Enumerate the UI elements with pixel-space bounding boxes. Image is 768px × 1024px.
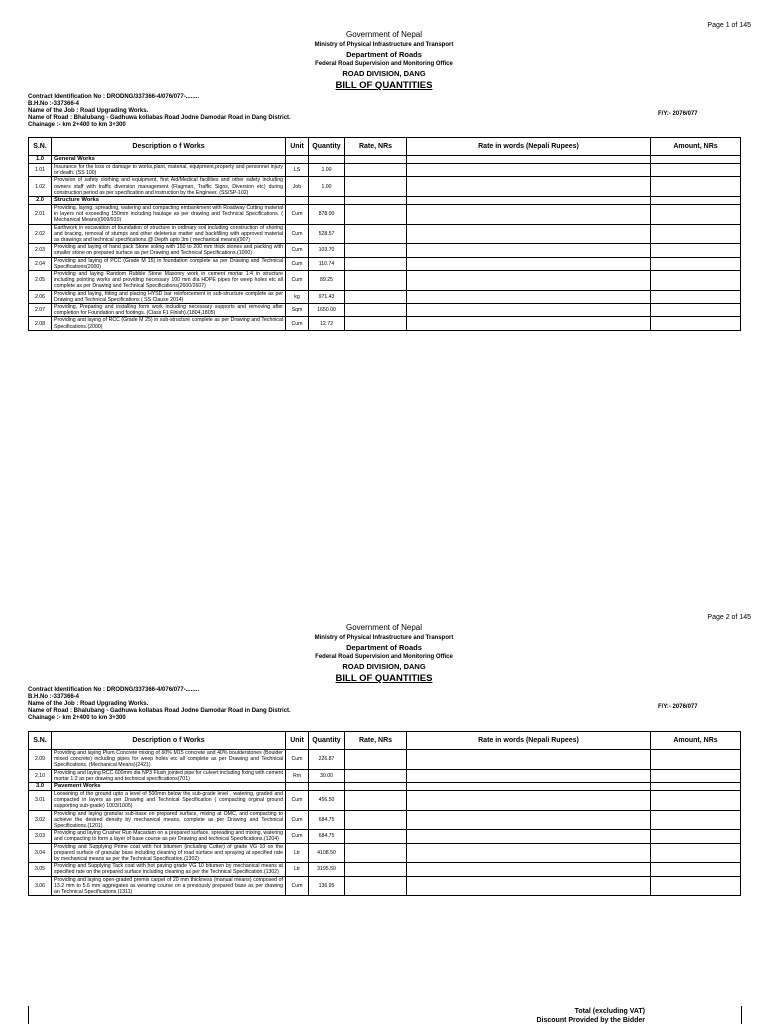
department-title: Department of Roads — [346, 50, 422, 59]
chainage: Chainage :- km 2+400 to km 3+300 — [28, 122, 126, 128]
item-quantity: 971.43 — [309, 290, 345, 303]
col-quantity: Quantity — [309, 732, 345, 750]
item-quantity: 1.00 — [309, 164, 345, 177]
item-amount — [651, 769, 741, 782]
item-unit: Sqm — [286, 304, 309, 317]
ministry-title: Ministry of Physical Infrastructure and Transport — [314, 42, 454, 48]
department-title: Department of Roads — [346, 643, 422, 652]
item-number: 3.04 — [29, 843, 52, 863]
item-rate — [345, 769, 407, 782]
item-description: Providing and Supplying Prime coat with hot bitumen (including Cutter) of grade VG 10 on the prepared surface of granular base including cleaning of road surface and spraying at specified rate by mechanical means as per the Technical Specification.(1302) — [52, 843, 286, 863]
col-rate-words: Rate in words (Nepali Rupees) — [407, 732, 651, 750]
item-rate — [345, 843, 407, 863]
item-quantity: 3195.50 — [309, 863, 345, 876]
item-number: 3.0 — [29, 783, 52, 791]
item-rate-words — [407, 876, 651, 896]
office-title: Federal Road Supervision and Monitoring Office — [315, 61, 453, 67]
item-number: 2.04 — [29, 257, 52, 270]
item-quantity: 110.74 — [309, 257, 345, 270]
item-quantity: 103.70 — [309, 244, 345, 257]
discount-label: Discount Provided by the Bidder — [536, 1017, 645, 1024]
item-amount — [651, 791, 741, 811]
item-quantity: 1650.00 — [309, 304, 345, 317]
item-amount — [651, 810, 741, 830]
item-rate-words — [407, 783, 651, 791]
item-number: 2.07 — [29, 304, 52, 317]
page-number: Page 1 of 145 — [707, 22, 751, 29]
item-number: 1.01 — [29, 164, 52, 177]
item-rate-words — [407, 843, 651, 863]
contract-id: Contract Identification No : DRODNG/337366-4/076/077-........ — [28, 94, 200, 100]
item-unit — [286, 783, 309, 791]
item-description: Providing and Supplying Tack coat with hot paving grade VG 10 bitumen by mechanical means at specified rate on the prepared surface including cleaning as per the Technical Specification.(1302) — [52, 863, 286, 876]
item-quantity: 12.72 — [309, 317, 345, 330]
item-quantity: 89.25 — [309, 271, 345, 291]
item-description: Providing and laying of hand pack Stone soling with 150 to 200 mm thick stones and packing with smaller stone on prepared surface as per Drawing and Technical Specifications.(1000) — [52, 244, 286, 257]
boq-title: BILL OF QUANTITIES — [335, 673, 433, 684]
contract-info — [28, 687, 291, 722]
item-number: 2.01 — [29, 205, 52, 225]
road-name: Name of Road : Bhalubang - Gadhuwa kollabas Road Jodne Damodar Road in Dang District. — [28, 115, 291, 121]
item-rate — [345, 863, 407, 876]
item-unit: Cum — [286, 750, 309, 770]
col-sn: S.N. — [29, 732, 52, 750]
item-unit: Cum — [286, 810, 309, 830]
item-unit: kg — [286, 290, 309, 303]
item-unit: Ltr — [286, 843, 309, 863]
table-row — [29, 863, 741, 876]
item-number: 2.08 — [29, 317, 52, 330]
item-quantity: 684.75 — [309, 810, 345, 830]
item-description: Providing, Preparing and installing form work including necessary supports and removing after completion for Foundation and footings. (Class F1 Finish).(1804,1805) — [52, 304, 286, 317]
item-description: Pavement Works — [52, 783, 286, 791]
item-rate-words — [407, 750, 651, 770]
item-rate — [345, 791, 407, 811]
item-rate — [345, 783, 407, 791]
table-row — [29, 830, 741, 843]
item-unit: Rm — [286, 769, 309, 782]
item-description: Providing and laying RCC 600mm dia NP3 Flush jointed pipe for culvert including fixing with cement mortar 1:2 as per drawing and technical specifications(701) — [52, 769, 286, 782]
item-description: Structure Works — [52, 197, 286, 205]
table-body — [29, 750, 741, 896]
item-rate — [345, 810, 407, 830]
job-name: Name of the Job : Road Upgrading Works. — [28, 701, 149, 707]
col-rate: Rate, NRs — [345, 732, 407, 750]
item-number: 3.02 — [29, 810, 52, 830]
item-rate-words — [407, 810, 651, 830]
fiscal-year: F/Y:- 2076/077 — [658, 111, 698, 117]
item-number: 2.0 — [29, 197, 52, 205]
table-row — [29, 791, 741, 811]
item-number: 3.05 — [29, 863, 52, 876]
item-unit: Cum — [286, 224, 309, 244]
boq-title: BILL OF QUANTITIES — [335, 80, 433, 91]
item-quantity: 30.00 — [309, 769, 345, 782]
bh-number: B.H.No :-337366-4 — [28, 101, 80, 107]
bh-number: B.H.No :-337366-4 — [28, 694, 80, 700]
item-unit: Job — [286, 177, 309, 197]
item-unit: Cum — [286, 830, 309, 843]
item-unit: Cum — [286, 876, 309, 896]
item-rate-words — [407, 830, 651, 843]
item-rate-words — [407, 769, 651, 782]
col-rate: Rate, NRs — [345, 138, 407, 156]
item-number: 2.06 — [29, 290, 52, 303]
contract-id: Contract Identification No : DRODNG/337366-4/076/077-........ — [28, 687, 200, 693]
item-rate — [345, 876, 407, 896]
item-quantity: 136.95 — [309, 876, 345, 896]
page-number: Page 2 of 145 — [707, 614, 751, 621]
item-rate-words — [407, 863, 651, 876]
item-amount — [651, 876, 741, 896]
item-amount — [651, 863, 741, 876]
item-description: Providing and laying of PCC (Grade M 15) in foundation complete as per Drawing and Technical Specifications(2000) — [52, 257, 286, 270]
chainage: Chainage :- km 2+400 to km 3+300 — [28, 715, 126, 721]
item-description: Providing and laying, fitting and placing HYSD bar reinforcement in sub-structure complete as per Drawing and Technical Specifications ( SS Clause 2014) — [52, 290, 286, 303]
item-description: Providing and laying granular sub-base on prepared surface, mixing at OMC, and compacting to achieve the desired density by mechanical means, complete as per Drawing and Technical Specifications.(1201) — [52, 810, 286, 830]
government-title: Government of Nepal — [345, 623, 423, 632]
item-number: 2.05 — [29, 271, 52, 291]
division-title: ROAD DIVISION, DANG — [342, 69, 426, 78]
col-unit: Unit — [286, 732, 309, 750]
government-title: Government of Nepal — [345, 30, 423, 39]
road-name: Name of Road : Bhalubang - Gadhuwa kollabas Road Jodne Damodar Road in Dang District. — [28, 708, 291, 714]
table-row — [29, 769, 741, 782]
item-quantity: 4108.50 — [309, 843, 345, 863]
job-name: Name of the Job : Road Upgrading Works. — [28, 108, 149, 114]
table-row — [29, 876, 741, 896]
item-unit: Cum — [286, 317, 309, 330]
item-amount — [651, 783, 741, 791]
item-description: Insurance for the loss or damage to works,plant, material, equipment,property and personnel injury or death. (SS 100) — [52, 164, 286, 177]
fiscal-year: F/Y:- 2076/077 — [658, 704, 698, 710]
col-amount: Amount, NRs — [651, 138, 741, 156]
item-description: Providing and laying Crusher Run Macadam on a prepared surface, spreading and mixing, watering and compacting to form a layer of base course as per Drawing and technical Specifications.(1204) — [52, 830, 286, 843]
item-quantity: 226.87 — [309, 750, 345, 770]
item-unit: Ltr — [286, 863, 309, 876]
item-quantity — [309, 783, 345, 791]
item-number: 1.0 — [29, 156, 52, 164]
item-unit: Cum — [286, 244, 309, 257]
item-unit: Cum — [286, 791, 309, 811]
boq-table-page-2 — [28, 731, 741, 896]
item-unit: Cum — [286, 271, 309, 291]
item-amount — [651, 830, 741, 843]
item-number: 2.03 — [29, 244, 52, 257]
item-number: 2.02 — [29, 224, 52, 244]
item-unit: LS — [286, 164, 309, 177]
item-description: Earthwork in excavation of foundation of structure in ordinary soil including construction of shoring and bracing, removal of stumps and other deleterius matter and backfilling with approved material as drawings and technical specifications.@ Depth upto 3m ( mechanical means)(907) — [52, 224, 286, 244]
col-sn: S.N. — [29, 138, 52, 156]
item-description: Providing, laying, spreading, watering and compacting embankment with Roadway Cutting material in layers not exceeding 150mm including haulage as per drawing and Technical Specifications. ( Mechanical Means)(909/910) — [52, 205, 286, 225]
item-quantity: 878.00 — [309, 205, 345, 225]
item-rate-words — [407, 791, 651, 811]
item-amount — [651, 843, 741, 863]
ministry-title: Ministry of Physical Infrastructure and Transport — [314, 635, 454, 641]
item-description: Loosening of the ground upto a level of 500mm below the sub-grade level , watering, graded and compacted in layers as per Drawing and Technical Specification ( compacting orginal ground supporting sub-grade) 1003/1005) — [52, 791, 286, 811]
col-description: Description o f Works — [52, 732, 286, 750]
item-description: Providing and laying Random Rubble Stone Masonry work in cement mortar 1:4 in structure including pointing works and providing necessary 100 mm dia HDPE pipes for weep holes etc all complete as per Drawing and Technical Specifications(2600/2607) — [52, 271, 286, 291]
division-title: ROAD DIVISION, DANG — [342, 662, 426, 671]
item-number: 2.10 — [29, 769, 52, 782]
item-quantity: 684.75 — [309, 830, 345, 843]
col-description: Description o f Works — [52, 138, 286, 156]
item-number: 3.03 — [29, 830, 52, 843]
item-unit: Cum — [286, 257, 309, 270]
col-amount: Amount, NRs — [651, 732, 741, 750]
item-unit: Cum — [286, 205, 309, 225]
table-header-row — [29, 732, 741, 750]
item-number: 2.09 — [29, 750, 52, 770]
col-quantity: Quantity — [309, 138, 345, 156]
item-description: Providing and laying Plum Concrete mixing of 60% M15 concrete and 40% boulderstones (Boulder mixed concrete) including pipes for weep holes etc all complete as per Drawing and Technical Specifications. (Mechanical Means)(2421) — [52, 750, 286, 770]
office-title: Federal Road Supervision and Monitoring Office — [315, 654, 453, 660]
item-quantity: 528.57 — [309, 224, 345, 244]
item-number: 3.06 — [29, 876, 52, 896]
item-description: Provision of safety clothing and equipment, first Aid/Medical facilities and other safety including owners staff with traffic diversion management (Flagman, Traffic Signs, Diversion etc) during construction period as per specification and instruction by the Engineer. (SS/SP-102) — [52, 177, 286, 197]
item-rate — [345, 830, 407, 843]
item-amount — [651, 750, 741, 770]
item-rate — [345, 750, 407, 770]
total-excluding-vat-label: Total (excluding VAT) — [574, 1008, 645, 1015]
item-description: Providing and laying open-graded premix carpet of 20 mm thickness (manual means) composed of 13.2 mm to 5.6 mm aggregates as wearing course on a previously prepared base as per drawing an Technical Specifications.(1311) — [52, 876, 286, 896]
item-number: 1.02 — [29, 177, 52, 197]
table-row — [29, 810, 741, 830]
table-row — [29, 843, 741, 863]
item-description: Providing and laying of RCC (Grade M 25) in sub-structure complete as per Drawing and Technical Specifications.(2000) — [52, 317, 286, 330]
section-row — [29, 783, 741, 791]
table-row — [29, 750, 741, 770]
item-quantity: 1.00 — [309, 177, 345, 197]
item-quantity: 456.50 — [309, 791, 345, 811]
col-rate-words: Rate in words (Nepali Rupees) — [407, 138, 651, 156]
item-number: 3.01 — [29, 791, 52, 811]
item-description: General Works — [52, 156, 286, 164]
col-unit: Unit — [286, 138, 309, 156]
